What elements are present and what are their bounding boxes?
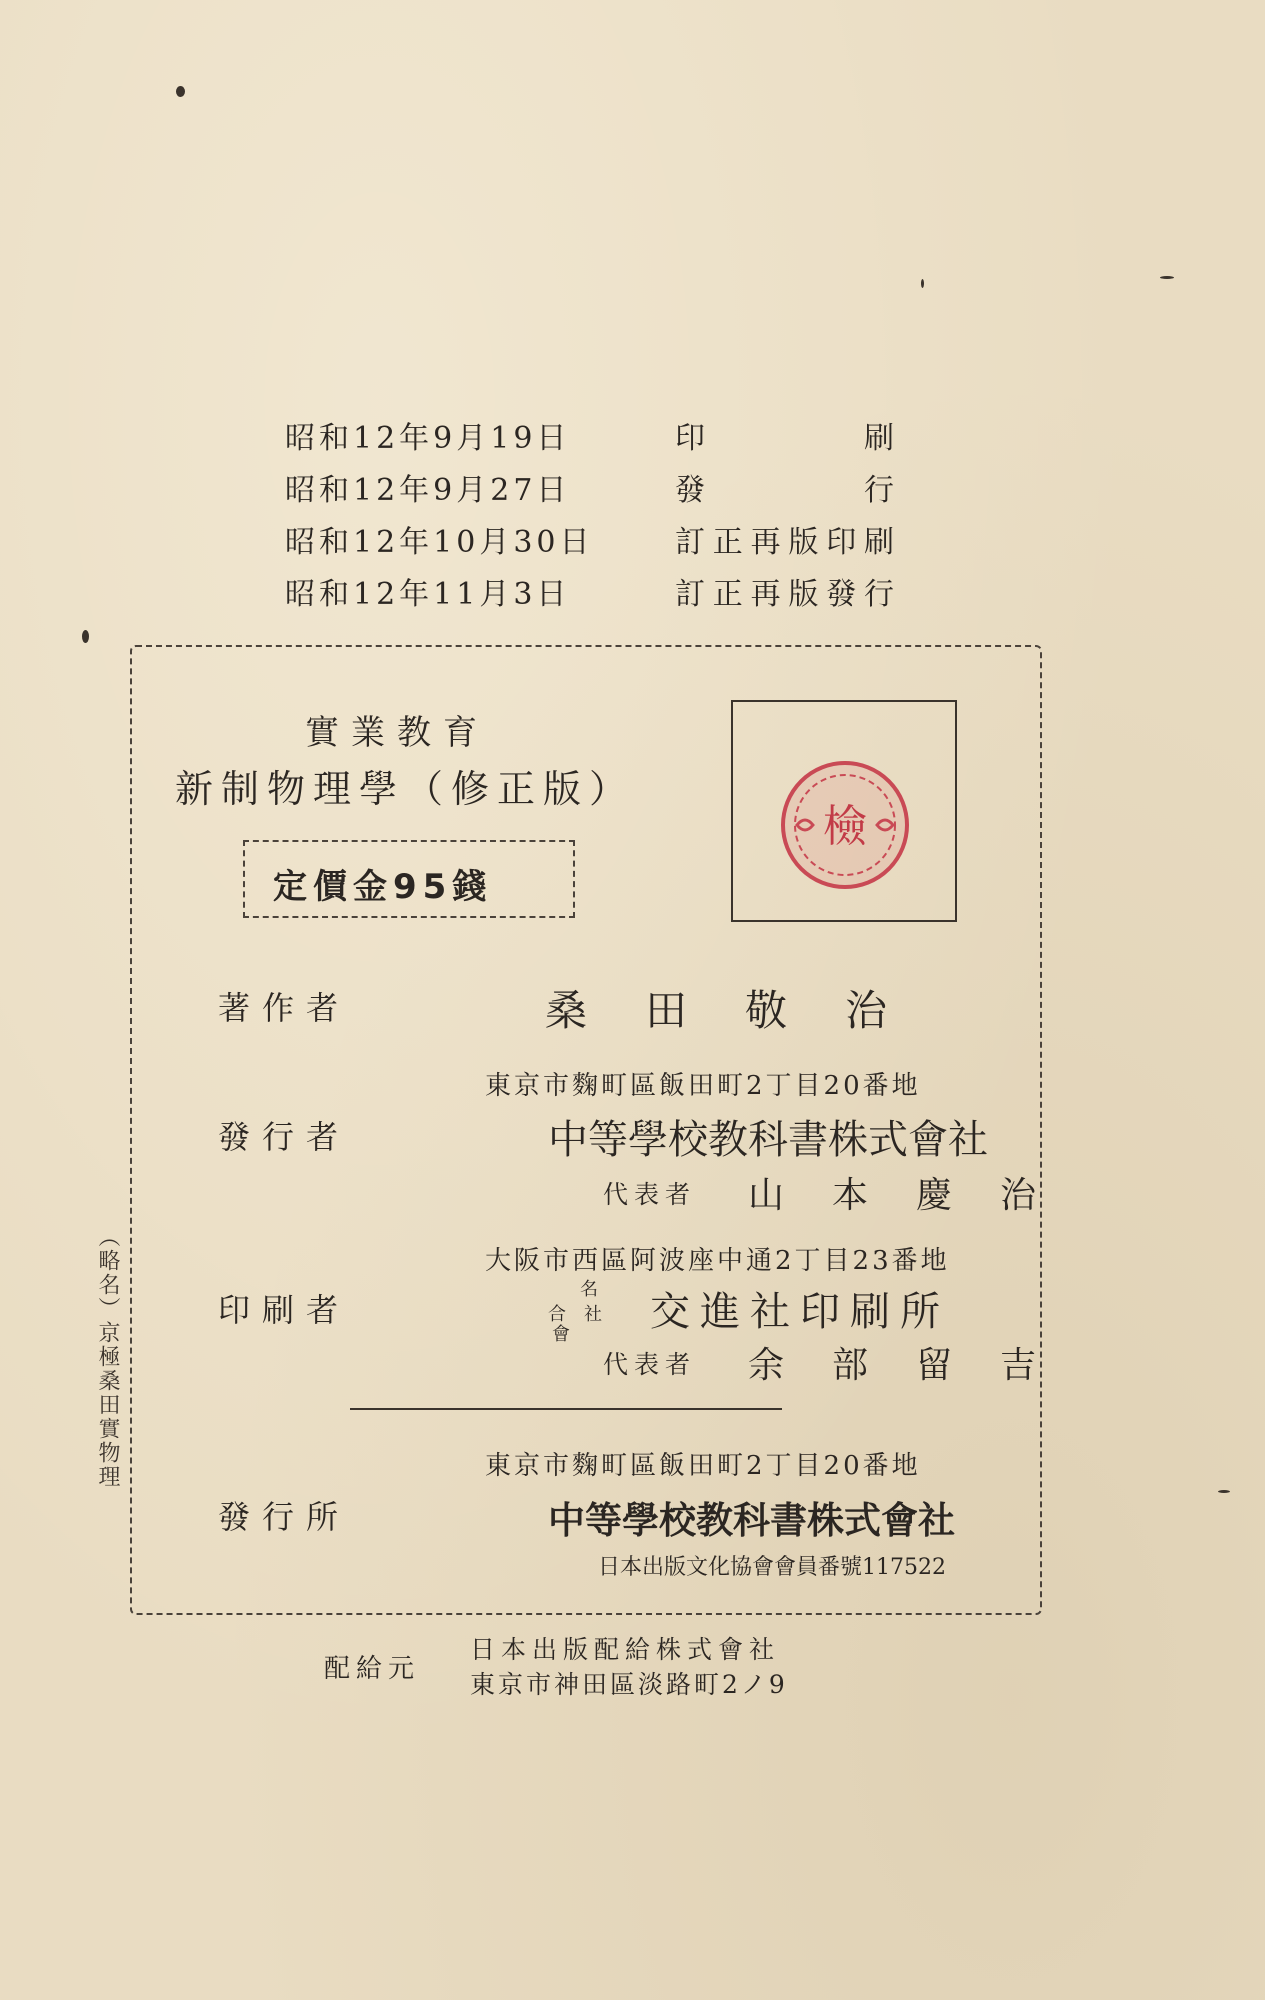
publisher-label: 發行者	[218, 1118, 351, 1156]
date-text: 昭和12年9月19日	[285, 421, 571, 456]
publisher-company: 中等學校教科書株式會社	[548, 1117, 988, 1163]
printer-company-type-mid: 會	[552, 1324, 570, 1345]
date-action: 印刷	[675, 421, 895, 456]
paper-speck	[82, 630, 89, 643]
date-action: 訂正再版印刷	[675, 525, 895, 560]
date-text: 昭和12年9月27日	[285, 473, 571, 508]
printer-address: 大阪市西區阿波座中通2丁目23番地	[485, 1246, 950, 1276]
date-text: 昭和12年10月30日	[285, 525, 594, 560]
inspection-seal	[775, 755, 915, 895]
printer-rep-label: 代表者	[603, 1350, 697, 1379]
paper-speck	[176, 86, 185, 97]
publisher-rep-label: 代表者	[603, 1180, 697, 1209]
distributor-company: 日本出版配給株式會社	[470, 1635, 781, 1664]
book-title: 新制物理學（修正版）	[175, 767, 636, 811]
printer-label: 印刷者	[218, 1291, 351, 1329]
date-action: 發行	[675, 473, 895, 508]
date-action: 訂正再版發行	[675, 577, 895, 612]
paper-speck	[921, 279, 924, 288]
printer-company-type-top	[552, 1280, 598, 1300]
author-name: 桑 田 敬 治	[545, 986, 896, 1035]
paper-speck	[1160, 276, 1174, 279]
book-price: 定價金95錢	[273, 867, 493, 907]
printer-company-type-bottom: 合 社	[548, 1304, 602, 1325]
side-note: （略名）京極桑田實物理	[95, 1225, 120, 1489]
publishing-house-membership: 日本出版文化協會會員番號117522	[598, 1555, 946, 1580]
paper-speck	[1218, 1490, 1230, 1493]
date-line	[285, 517, 895, 561]
printer-type-top: 名	[580, 1279, 598, 1300]
author-label: 著作者	[218, 989, 351, 1027]
book-series: 實業教育	[305, 713, 489, 753]
publishing-house-label: 發行所	[218, 1498, 351, 1536]
seal-character: 檢	[823, 801, 867, 852]
publisher-rep-name: 山 本 慶 治	[748, 1175, 1043, 1216]
publishing-house-address: 東京市麴町區飯田町2丁目20番地	[485, 1451, 921, 1481]
section-divider	[350, 1408, 782, 1410]
distributor-label: 配給元	[324, 1654, 421, 1684]
date-line	[285, 465, 895, 509]
printer-rep-name: 余 部 留 吉	[748, 1345, 1043, 1386]
printer-company: 交進社印刷所	[650, 1289, 950, 1335]
distributor-address: 東京市神田區淡路町2ノ9	[470, 1670, 788, 1699]
date-line	[285, 569, 895, 613]
date-text: 昭和12年11月3日	[285, 577, 571, 612]
publisher-address: 東京市麴町區飯田町2丁目20番地	[485, 1071, 921, 1101]
date-line	[285, 413, 895, 457]
publishing-house-company: 中等學校教科書株式會社	[548, 1499, 955, 1542]
